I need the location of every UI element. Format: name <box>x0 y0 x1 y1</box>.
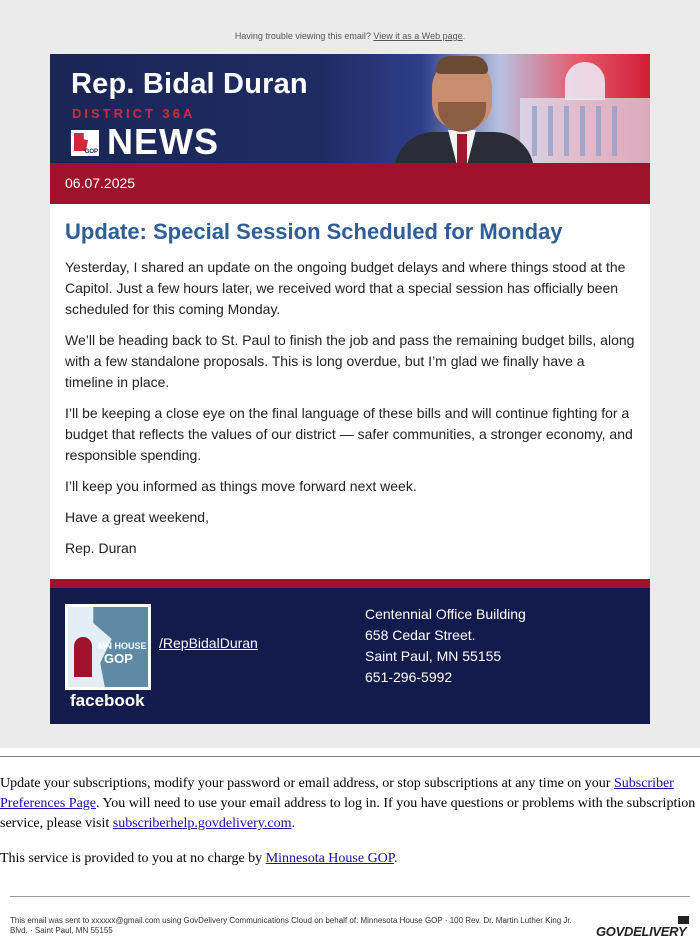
article-paragraph: I’ll be keeping a close eye on the final language of these bills and will continue fighting for a budget that reflects the values of our district — safer communities, a stronger economy, and responsible spending. <box>65 405 633 463</box>
district-label: DISTRICT 36A <box>72 106 196 121</box>
newsletter-footer <box>50 588 650 724</box>
article-paragraph: Have a great weekend, <box>65 509 209 525</box>
representative-photo <box>390 54 540 163</box>
footer-divider <box>50 579 650 588</box>
article-paragraph: We’ll be heading back to St. Paul to finish the job and pass the remaining budget bills, along with a few standalone proposals. This is long overdue, but I’m glad we finally have a timeline in place. <box>65 332 635 390</box>
article-paragraph: Yesterday, I shared an update on the ongoing budget delays and where things stood at the Capitol. Just a few hours later, we received word that a special session has officially been scheduled for this coming Monday. <box>65 259 626 317</box>
representative-name: Rep. Bidal Duran <box>71 68 308 100</box>
view-web-page-link[interactable]: View it as a Web page <box>373 31 463 41</box>
preheader-text: Having trouble viewing this email? <box>234 31 371 41</box>
news-label: NEWS <box>107 121 219 162</box>
header-banner <box>50 54 650 163</box>
date-band <box>50 163 650 204</box>
article-headline: Update: Special Session Scheduled for Monday <box>65 219 563 244</box>
office-address <box>365 604 526 688</box>
divider <box>0 756 700 757</box>
facebook-icon[interactable]: facebook <box>70 691 145 710</box>
minnesota-house-gop-link[interactable]: Minnesota House GOP <box>265 851 395 866</box>
mn-gop-logo-icon: GOP <box>71 130 99 156</box>
subscriber-help-link[interactable]: subscriberhelp.govdelivery.com <box>112 816 292 831</box>
newsletter-date: 06.07.2025 <box>65 175 136 191</box>
facebook-page-link[interactable]: /RepBidalDuran <box>159 635 258 651</box>
address-line: Centennial Office Building <box>365 606 526 622</box>
subscription-notice <box>0 774 700 884</box>
service-provider-paragraph: This service is provided to you at no charge by Minnesota House GOP. <box>0 851 398 866</box>
article-body <box>50 204 650 579</box>
fine-print: This email was sent to xxxxxx@gmail.com using GovDelivery Communications Cloud on behalf of: Minnesota House GOP · 100 Rev. Dr. Martin Luther King Jr. Blvd. · Saint Paul, MN 55155 <box>10 916 572 935</box>
article-paragraph: I’ll keep you informed as things move forward next week. <box>65 478 417 494</box>
govdelivery-logo[interactable]: GOVDELIVERY <box>596 924 687 939</box>
divider <box>10 896 690 897</box>
mn-house-gop-logo[interactable]: MN HOUSE GOP <box>65 604 151 690</box>
phone-number: 651-296-5992 <box>365 669 453 685</box>
subscription-paragraph: Update your subscriptions, modify your password or email address, or stop subscriptions at any time on your Subscriber Preferences Page. You will need to use your email address to log in. If you have questions or problems with the subscription service, please visit subscriberhelp.govdelivery.com. <box>0 776 696 831</box>
address-line: Saint Paul, MN 55155 <box>365 648 502 664</box>
article-signature: Rep. Duran <box>65 540 137 556</box>
subscriber-preferences-link[interactable]: Subscriber Preferences Page <box>0 776 674 811</box>
envelope-icon <box>678 916 689 924</box>
preheader <box>0 31 700 41</box>
preheader-suffix: . <box>462 31 466 41</box>
newsletter-card <box>50 54 650 724</box>
address-line: 658 Cedar Street. <box>365 627 476 643</box>
